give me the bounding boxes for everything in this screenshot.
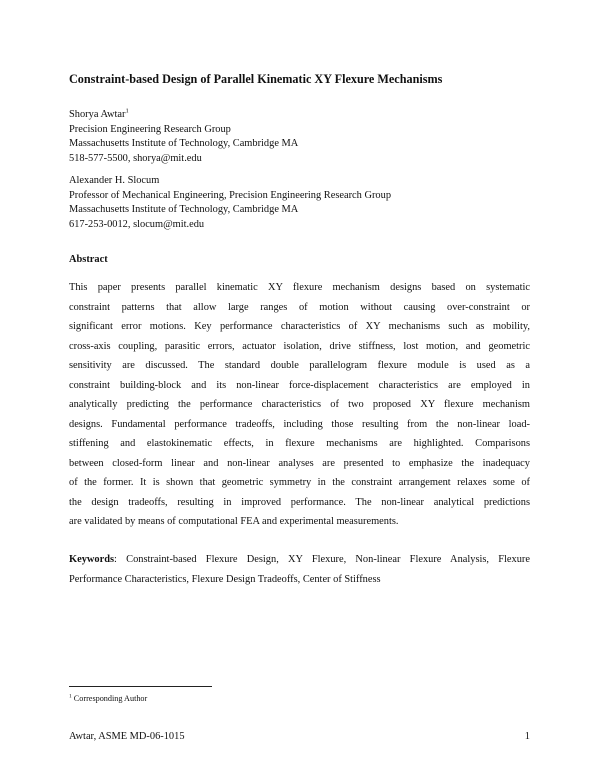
abstract-line: sensitivity are discussed. The standard double parallelogram flexure module is used as a [69,360,530,371]
abstract-line: are validated by means of computational FEA and experimental measurements. [69,516,399,527]
abstract-line: cross-axis coupling, parasitic errors, actuator isolation, drive stiffness, lost motion, and geometric [69,340,530,352]
keywords-label: Keywords [69,554,115,565]
abstract-body [69,278,530,532]
abstract-line: constraint building-block and its non-linear force-displacement characteristics are employed in [69,379,530,391]
abstract-line: This paper presents parallel kinematic XY flexure mechanism designs based on systematic [69,282,530,293]
author-institution: Massachusetts Institute of Technology, Cambridge MA [69,138,299,149]
footnote-mark: 1 [125,107,129,115]
author-name: Shorya Awtar [69,109,126,120]
keywords-text: : Constraint-based Flexure Design, XY Flexure, Non-linear Flexure Analysis, Flexure [114,554,530,565]
keywords-line [69,550,530,570]
keywords-section [69,550,530,589]
footnote-divider [69,686,212,687]
paper-title: Constraint-based Design of Parallel Kinematic XY Flexure Mechanisms [69,72,443,86]
page-number: 1 [524,731,530,742]
abstract-line: stiffening and elastokinematic effects, in flexure mechanisms are highlighted. Comparisons [69,438,530,449]
abstract-heading: Abstract [69,254,108,265]
author-name: Alexander H. Slocum [69,175,160,186]
abstract-line: between closed-form linear and non-linear analyses are presented to emphasize the inadequacy [69,457,530,469]
footnote [69,693,147,704]
author-affiliation: Professor of Mechanical Engineering, Precision Engineering Research Group [69,189,392,201]
author-block-slocum [69,174,391,232]
abstract-line: designs. Fundamental performance tradeoffs, including those resulting from the non-linear load- [69,418,530,430]
abstract-line: significant error motions. Key performance characteristics of XY mechanisms such as mobility, [69,321,530,332]
author-block-awtar [69,108,298,166]
author-contact: 617-253-0012, slocum@mit.edu [69,218,205,230]
footnote-text: Corresponding Author [73,694,148,703]
keywords-line: Performance Characteristics, Flexure Design Tradeoffs, Center of Stiffness [69,573,381,585]
abstract-line: constraint patterns that allow large ranges of motion without causing over-constraint or [69,301,530,313]
author-name-line [69,108,298,123]
abstract-line: analytically predicting the performance characteristics of two proposed XY flexure mechanism [69,399,530,410]
footnote-mark: 1 [69,693,72,700]
author-contact: 518-577-5500, shorya@mit.edu [69,152,202,164]
footer-citation: Awtar, ASME MD-06-1015 [69,731,185,742]
abstract-line: the design tradeoffs, resulting in improved performance. The non-linear analytical predictions [69,496,530,508]
abstract-line: of the former. It is shown that geometric symmetry in the constraint arrangement relaxes some of [69,477,530,488]
author-institution: Massachusetts Institute of Technology, Cambridge MA [69,204,299,215]
author-affiliation: Precision Engineering Research Group [69,123,231,135]
